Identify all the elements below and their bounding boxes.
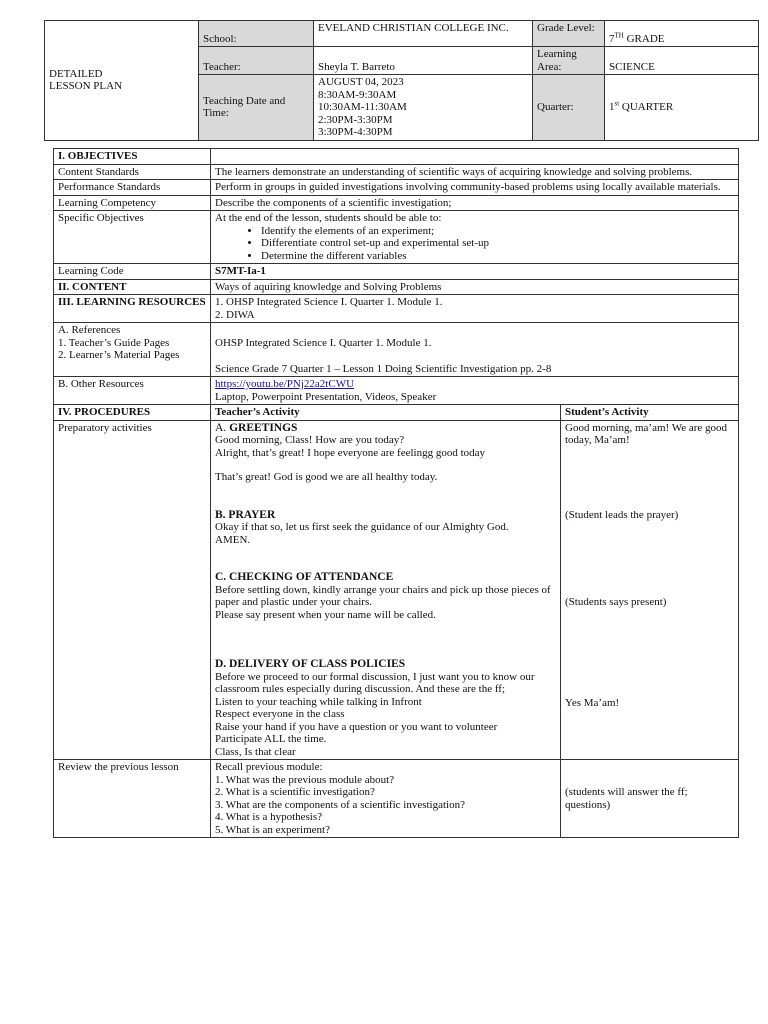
greetings-title <box>215 422 556 435</box>
policies-line: Class, Is that clear <box>215 745 296 758</box>
spacer <box>565 447 734 509</box>
specific-objectives-label: Specific Objectives <box>54 211 211 264</box>
list-item: • Determine the different variables <box>261 250 734 263</box>
school-label: School: <box>199 21 314 47</box>
objectives-heading: I. OBJECTIVES <box>54 149 211 165</box>
policies-title: D. DELIVERY OF CLASS POLICIES <box>215 658 406 670</box>
grade-text: GRADE <box>623 32 665 45</box>
title-line-2: LESSON PLAN <box>49 80 123 93</box>
teacher-value: Sheyla T. Barreto <box>314 47 533 75</box>
review-label: Review the previous lesson <box>54 760 211 838</box>
lesson-table <box>53 148 739 838</box>
content-value: Ways of aquiring knowledge and Solving Problems <box>211 279 739 295</box>
review-line: 2. What is a scientific investigation? <box>215 786 375 798</box>
spacer <box>565 521 734 596</box>
grade-value <box>605 21 759 47</box>
content-heading: II. CONTENT <box>54 279 211 295</box>
student-activity <box>561 420 739 760</box>
date-line: AUGUST 04, 2023 <box>318 76 404 88</box>
review-student: (students will answer the ff; questions) <box>561 760 739 838</box>
spacer <box>215 621 556 658</box>
prayer-line: AMEN. <box>215 533 251 546</box>
references-label <box>54 323 211 377</box>
review-line: 1. What was the previous module about? <box>215 773 395 786</box>
spacer <box>215 546 556 571</box>
procedures-heading: IV. PROCEDURES <box>54 405 211 421</box>
youtube-link[interactable]: https://youtu.be/PNj22a2tCWU <box>215 378 355 390</box>
review-line: Recall previous module: <box>215 761 323 773</box>
date-label: Teaching Date and Time: <box>199 75 314 141</box>
date-line: 8:30AM-9:30AM <box>318 88 397 101</box>
student-activity-heading: Student’s Activity <box>561 405 739 421</box>
area-label: Learning Area: <box>533 47 605 75</box>
student-prayer: (Student leads the prayer) <box>565 508 679 521</box>
prayer-title: B. PRAYER <box>215 508 276 521</box>
area-value: SCIENCE <box>605 47 759 75</box>
other-resources-label: B. Other Resources <box>54 377 211 405</box>
list-item: • Differentiate control set-up and experimental set-up <box>261 237 734 250</box>
learning-code-label: Learning Code <box>54 264 211 280</box>
greet-prefix: A. <box>215 421 230 434</box>
preparatory-label: Preparatory activities <box>54 420 211 760</box>
ref-line: 2. Learner’s Material Pages <box>58 349 180 361</box>
spacer <box>215 350 734 363</box>
ref-value-2: Science Grade 7 Quarter 1 – Lesson 1 Doing Scientific Investigation pp. 2-8 <box>215 362 552 375</box>
spacer <box>215 459 556 471</box>
references-value <box>211 323 739 377</box>
grade-label: Grade Level: <box>533 21 605 47</box>
specific-list <box>215 225 734 263</box>
school-value: EVELAND CHRISTIAN COLLEGE INC. <box>314 21 533 47</box>
spacer <box>215 324 734 337</box>
specific-objectives-value <box>211 211 739 264</box>
teacher-activity <box>211 420 561 760</box>
objectives-heading-blank <box>211 149 739 165</box>
grade-sup: TH <box>614 30 624 39</box>
prayer-line: Okay if that so, let us first seek the guidance of our Almighty God. <box>215 521 509 533</box>
ref-value-1: OHSP Integrated Science I. Quarter 1. Module 1. <box>215 337 432 349</box>
date-value <box>314 75 533 141</box>
learning-competency-label: Learning Competency <box>54 195 211 211</box>
spacer <box>565 609 734 697</box>
quarter-label: Quarter: <box>533 75 605 141</box>
attendance-line: Please say present when your name will be called. <box>215 608 436 621</box>
grade-num: 7 <box>609 32 615 45</box>
teacher-label: Teacher: <box>199 47 314 75</box>
policies-line: Raise your hand if you have a question or you want to volunteer <box>215 720 498 733</box>
learning-competency-value: Describe the components of a scientific investigation; <box>211 195 739 211</box>
quarter-text: QUARTER <box>619 101 674 113</box>
review-teacher <box>211 760 561 838</box>
resource-item: 1. OHSP Integrated Science I. Quarter 1. Module 1. <box>215 296 443 308</box>
date-line: 3:30PM-4:30PM <box>318 126 393 138</box>
review-line: 4. What is a hypothesis? <box>215 811 323 823</box>
resources-items <box>211 295 739 323</box>
date-line: 2:30PM-3:30PM <box>318 113 393 126</box>
content-standards-label: Content Standards <box>54 164 211 180</box>
resources-heading: III. LEARNING RESOURCES <box>54 295 211 323</box>
other-resources-text: Laptop, Powerpoint Presentation, Videos, Speaker <box>215 390 437 403</box>
quarter-value <box>605 75 759 141</box>
quarter-num: 1 <box>609 101 615 113</box>
greet-line: That’s great! God is good we are all healthy today. <box>215 471 438 483</box>
header-table <box>44 20 759 141</box>
review-line: 3. What are the components of a scientific investigation? <box>215 798 465 811</box>
content-standards-value: The learners demonstrate an understanding of scientific ways of acquiring knowledge and solving problems. <box>211 164 739 180</box>
greet-line: Alright, that’s great! I hope everyone are feelingg good today <box>215 446 486 459</box>
list-item: • Identify the elements of an experiment; <box>261 225 734 238</box>
policies-line: Listen to your teaching while talking in Infront <box>215 695 422 708</box>
greet-title: GREETINGS <box>229 421 298 434</box>
date-line: 10:30AM-11:30AM <box>318 101 407 113</box>
teacher-activity-heading: Teacher’s Activity <box>211 405 561 421</box>
attendance-title: C. CHECKING OF ATTENDANCE <box>215 571 394 583</box>
performance-standards-label: Performance Standards <box>54 180 211 196</box>
resource-item: 2. DIWA <box>215 308 255 321</box>
student-greet: Good morning, ma’am! We are good today, Ma’am! <box>565 421 728 446</box>
ref-line: 1. Teacher’s Guide Pages <box>58 336 170 349</box>
ref-line: A. References <box>58 324 121 336</box>
specific-intro: At the end of the lesson, students should be able to: <box>215 212 442 224</box>
performance-standards-value: Perform in groups in guided investigations involving community-based problems using locally available materials. <box>211 180 739 196</box>
spacer <box>215 484 556 509</box>
policies-line: Participate ALL the time. <box>215 733 327 745</box>
policies-line: Before we proceed to our formal discussion, I just want you to know our classroom rules especially during discussion. And these are the ff; <box>215 670 535 695</box>
other-resources-value <box>211 377 739 405</box>
student-policies: Yes Ma’am! <box>565 696 620 709</box>
greet-line: Good morning, Class! How are you today? <box>215 434 405 446</box>
student-attendance: (Students says present) <box>565 596 667 608</box>
quarter-sup: st <box>614 99 620 108</box>
learning-code-value: S7MT-Ia-1 <box>211 264 739 280</box>
attendance-line: Before settling down, kindly arrange your chairs and pick up those pieces of paper and plastic under your chairs. <box>215 583 551 608</box>
policies-line: Respect everyone in the class <box>215 708 345 720</box>
title-line-1: DETAILED <box>49 67 103 80</box>
lesson-plan-title <box>45 21 199 141</box>
review-line: 5. What is an experiment? <box>215 823 330 836</box>
